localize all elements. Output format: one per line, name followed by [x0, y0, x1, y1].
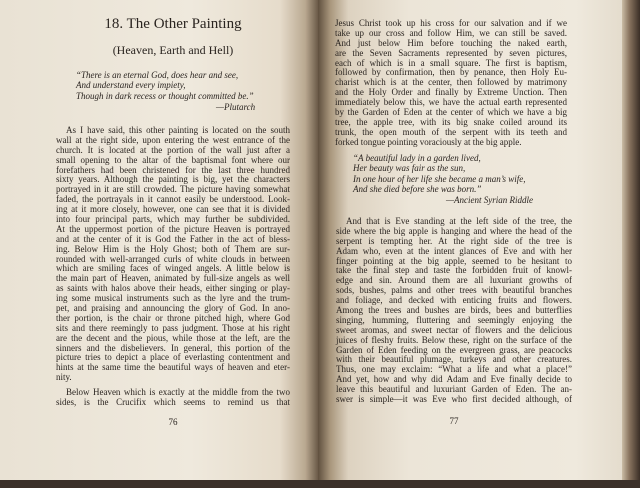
text-line: are the decent and the pious, while those at the left, are the [56, 332, 290, 343]
text-line: edge and sin. Around them are all luxuriant growths of [336, 275, 572, 286]
text-line: and at the center of it is God the Father in the act of bless- [56, 233, 290, 244]
epigraph-line: And she died before she was born.” [353, 183, 482, 194]
text-line: singing, humming, fluttering and seemingly enjoying the [336, 314, 572, 325]
text-line: take up our cross and follow Him, we can still be saved. [335, 27, 567, 38]
text-line: sweet aromas, and sweet nectar of flowers and the delicious [336, 324, 572, 335]
text-line: leave this beautiful and luxuriant Garden of Eden. The an- [336, 384, 572, 395]
text-line: Below Heaven which is exactly at the middle from the two [66, 387, 290, 397]
text-line: nity. [56, 372, 72, 383]
text-line: sinners and the disbelievers. In general, this portion of the [56, 342, 290, 353]
text-line: sides, is the Crucifix which seems to remind us that [56, 396, 290, 407]
text-line: finger pointing at the big apple, seemed to be hesitant to [336, 255, 572, 266]
text-line: ing. Below Him is the Holy Ghost; both of Them are sur- [56, 243, 290, 254]
epigraph-line: “There is an eternal God, does hear and see, [76, 70, 239, 80]
text-line: juices of fleshy fruits. Below these, right on the surface of the [336, 334, 572, 345]
text-line: And yet, how and why did Adam and Eve finally decide to [336, 374, 572, 385]
text-line: pet, and praising and announcing the glory of God. In ano- [56, 303, 290, 314]
text-line: sits and there reemingly to pass judgment. Those at his right [56, 322, 290, 333]
text-line: by the Garden of Eden at the center of which we have a big [335, 107, 567, 118]
text-line: small opening to the altar of the baptismal font where our [56, 154, 290, 165]
text-line: faded, the portrayals in it cannot easily be understood. Look- [56, 194, 290, 205]
text-line: followed by confirmation, then by penance, then Holy Eu- [335, 67, 567, 78]
text-line: charist which is at the center, then followed by matrimony [335, 77, 567, 88]
epigraph-line: Her beauty was fair as the sun, [353, 163, 466, 174]
paragraph [56, 126, 290, 383]
text-line: serpent is tempting her. At the right side of the tree is [336, 235, 572, 246]
text-line: Thus, one may exclaim: “What a life and what a place!” [336, 364, 572, 375]
paragraph [56, 388, 290, 408]
chapter-subtitle: (Heaven, Earth and Hell) [112, 43, 234, 57]
text-line: which are smiling faces of winged angels. A little below is [56, 263, 290, 274]
text-line: sixty years. Although the painting is big, yet the characters [56, 174, 290, 185]
text-line: into four principal parts, which may further be subdivided. [56, 214, 290, 225]
text-line: ing some musical instruments such as the lyre and the trum- [56, 293, 290, 304]
epigraph [76, 70, 254, 101]
text-line: swer is simple—it was Eve who first decided although, of [336, 394, 572, 405]
epigraph-attribution: —Ancient Syrian Riddle [446, 195, 533, 205]
left-page [0, 0, 318, 480]
epigraph-line: “A beautiful lady in a garden lived, [353, 153, 481, 163]
text-line: church. It is located at the portion of the wall just after a [56, 144, 290, 155]
text-line: and foliage, and decked with enticing fruits and flowers. [336, 295, 572, 306]
text-line: wall at the right side, upon entering the west entrance of the [56, 134, 290, 145]
text-line: take the final step and taste the forbidden fruit of knowl- [336, 265, 572, 276]
epigraph-line: And understand every impiety, [76, 80, 186, 91]
text-line: each of which is in a small square. The first is baptism, [335, 57, 567, 68]
text-line: ing at it more closely, however, one can see that it is divided [56, 204, 290, 215]
text-line: trunk, the open mouth of the serpent with its teeth and [335, 126, 567, 137]
text-line: Adam who, even at the intent glances of Eve and with her [336, 245, 572, 256]
epigraph-line: Though in dark recess or thought committed be.” [76, 90, 254, 101]
text-line: and the Holy Order and finally by Extreme Unction. Then [335, 87, 567, 98]
epigraph-attribution: —Plutarch [216, 102, 256, 112]
text-line: Garden of Eden feeding on the evergreen grass, are peacocks [336, 344, 572, 355]
epigraph-line: In one hour of her life she became a man’s wife, [353, 173, 526, 184]
book-edge [622, 0, 640, 488]
text-line: with their beautiful plumage, turkeys and other creatures. [336, 354, 572, 365]
text-line: tree, the apple tree, with its big snake coiled around its [335, 116, 567, 127]
paragraph [335, 18, 567, 147]
text-line: At the uppermost portion of the picture Heaven is portrayed [56, 223, 290, 234]
text-line: Among the trees and bushes are birds, bees and butterflies [336, 305, 572, 316]
chapter-title: 18. The Other Painting [104, 16, 242, 32]
text-line: ther portion, is the chair or throne pitched high, where God [56, 312, 290, 323]
background-surface [0, 480, 640, 488]
text-line: portrayed in it are still crowded. The picture having somewhat [56, 184, 290, 195]
text-line: forked tongue pointing voraciously at the big apple. [335, 136, 522, 147]
text-line: sods, bushes, palms and other trees with beautiful branches [336, 285, 572, 296]
right-page [318, 0, 622, 480]
page-number: 76 [168, 417, 178, 427]
text-line: And just below Him before touching the naked earth, [335, 37, 567, 48]
text-line: Jesus Christ took up his cross for our salvation and if we [335, 18, 567, 28]
text-line: picture tries to depict a place of everlasting contentment and [56, 352, 290, 363]
text-line: As I have said, this other painting is located on the south [66, 125, 290, 135]
text-line: hints at the same time the beautiful ways of heaven and eter- [56, 362, 290, 373]
text-line: as saints with halos above their heads, either singing or play- [56, 283, 290, 294]
text-line: immediately below this, we have the actual earth represented [335, 97, 567, 108]
text-line: side where the big apple is hanging and where the head of the [336, 225, 572, 236]
text-line: rounded with well-arranged curls of white clouds in between [56, 253, 290, 264]
text-line: are the Seven Sacraments represented by seven pictures, [335, 47, 567, 58]
page-number: 77 [449, 416, 459, 426]
paragraph [336, 216, 572, 404]
text-line: And that is Eve standing at the left side of the tree, the [346, 216, 572, 226]
epigraph [353, 153, 526, 194]
text-line: forefathers had been christened for the last three hundred [56, 164, 290, 175]
text-line: the main part of Heaven, animated by full-size angels as well [56, 273, 290, 284]
